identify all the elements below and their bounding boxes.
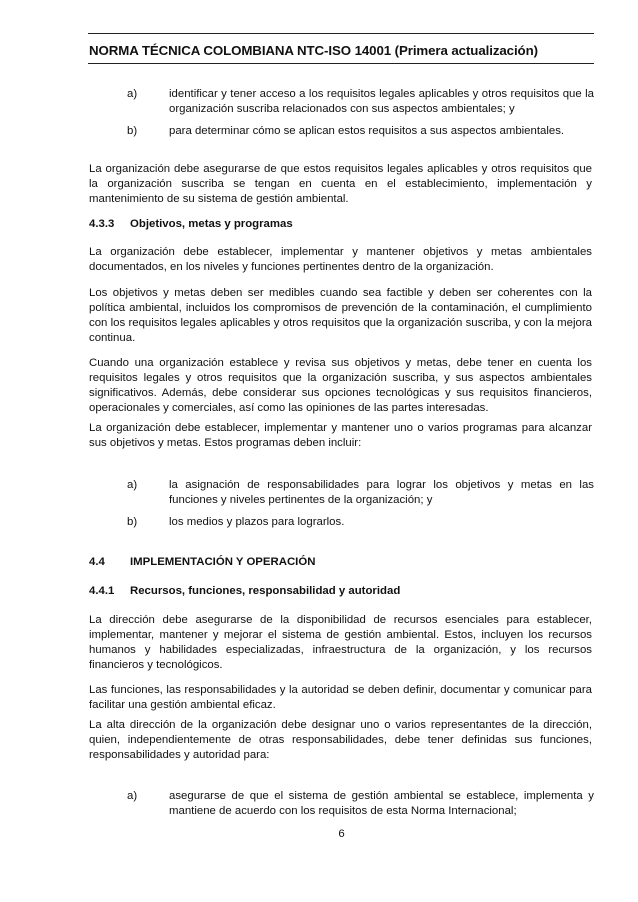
paragraph: Los objetivos y metas deben ser medibles cuando sea factible y deben ser coherentes con la política ambiental, incluidos los compromisos de prevención de la contaminación, el cumplimiento con los requisitos legales aplicables y otros requisitos que la organización suscriba, y con la mejora continua. [89, 287, 592, 344]
list-item [127, 478, 594, 508]
section-number: 4.4 [89, 556, 105, 568]
list-item-text: identificar y tener acceso a los requisitos legales aplicables y otros requisitos que la organización suscriba relacionados con sus aspectos ambientales; y [169, 88, 594, 115]
list-item [127, 515, 594, 530]
list-marker: b) [127, 516, 138, 528]
paragraph: Cuando una organización establece y revisa sus objetivos y metas, debe tener en cuenta los requisitos legales y otros requisitos que la organización suscriba, y sus aspectos ambientales significativos. Además, debe considerar sus opciones tecnológicas y sus requisitos financieros, operacionales y comerciales, así como las opiniones de las partes interesadas. [89, 357, 592, 414]
section-title: IMPLEMENTACIÓN Y OPERACIÓN [130, 556, 316, 568]
list-item-text: la asignación de responsabilidades para lograr los objetivos y metas en las funciones y niveles pertinentes de la organización; y [169, 479, 594, 506]
paragraph: La organización debe establecer, implementar y mantener uno o varios programas para alcanzar sus objetivos y metas. Estos programas deben incluir: [89, 422, 592, 449]
paragraph: La dirección debe asegurarse de la disponibilidad de recursos esenciales para establecer, implementar, mantener y mejorar el sistema de gestión ambiental. Estos, incluyen los recursos humanos y habilidades especializadas, infraestructura de la organización, y los recursos financieros y tecnológicos. [89, 614, 592, 671]
list-item [127, 124, 594, 139]
section-title: Recursos, funciones, responsabilidad y autoridad [130, 585, 401, 597]
section-number: 4.4.1 [89, 585, 115, 597]
list-marker: a) [127, 88, 138, 100]
list-item [127, 789, 594, 819]
paragraph: La organización debe establecer, implementar y mantener objetivos y metas ambientales documentados, en los niveles y funciones pertinentes dentro de la organización. [89, 246, 592, 273]
list-marker: b) [127, 125, 138, 137]
list-item-text: asegurarse de que el sistema de gestión ambiental se establece, implementa y mantiene de acuerdo con los requisitos de esta Norma Internacional; [169, 790, 594, 817]
section-heading-4-3-3 [89, 217, 293, 232]
section-title: Objetivos, metas y programas [130, 218, 293, 230]
section-heading-4-4 [89, 555, 315, 570]
page-number: 6 [338, 828, 345, 840]
paragraph: La alta dirección de la organización debe designar uno o varios representantes de la dirección, quien, independientemente de otras responsabilidades, debe tener definidas sus funciones, responsabilidades y autoridad para: [89, 719, 592, 761]
page-header-title: NORMA TÉCNICA COLOMBIANA NTC-ISO 14001 (Primera actualización) [89, 43, 538, 58]
list-marker: a) [127, 790, 138, 802]
list-item [127, 87, 594, 117]
header-top-rule [88, 33, 594, 34]
section-heading-4-4-1 [89, 584, 400, 599]
list-item-text: para determinar cómo se aplican estos requisitos a sus aspectos ambientales. [169, 125, 565, 137]
section-number: 4.3.3 [89, 218, 115, 230]
paragraph: La organización debe asegurarse de que estos requisitos legales aplicables y otros requisitos que la organización suscriba se tengan en cuenta en el establecimiento, implementación y mantenimiento de su sistema de gestión ambiental. [89, 163, 592, 205]
list-marker: a) [127, 479, 138, 491]
list-item-text: los medios y plazos para lograrlos. [169, 516, 345, 528]
header-bottom-rule [88, 63, 594, 64]
paragraph: Las funciones, las responsabilidades y la autoridad se deben definir, documentar y comunicar para facilitar una gestión ambiental eficaz. [89, 684, 592, 711]
